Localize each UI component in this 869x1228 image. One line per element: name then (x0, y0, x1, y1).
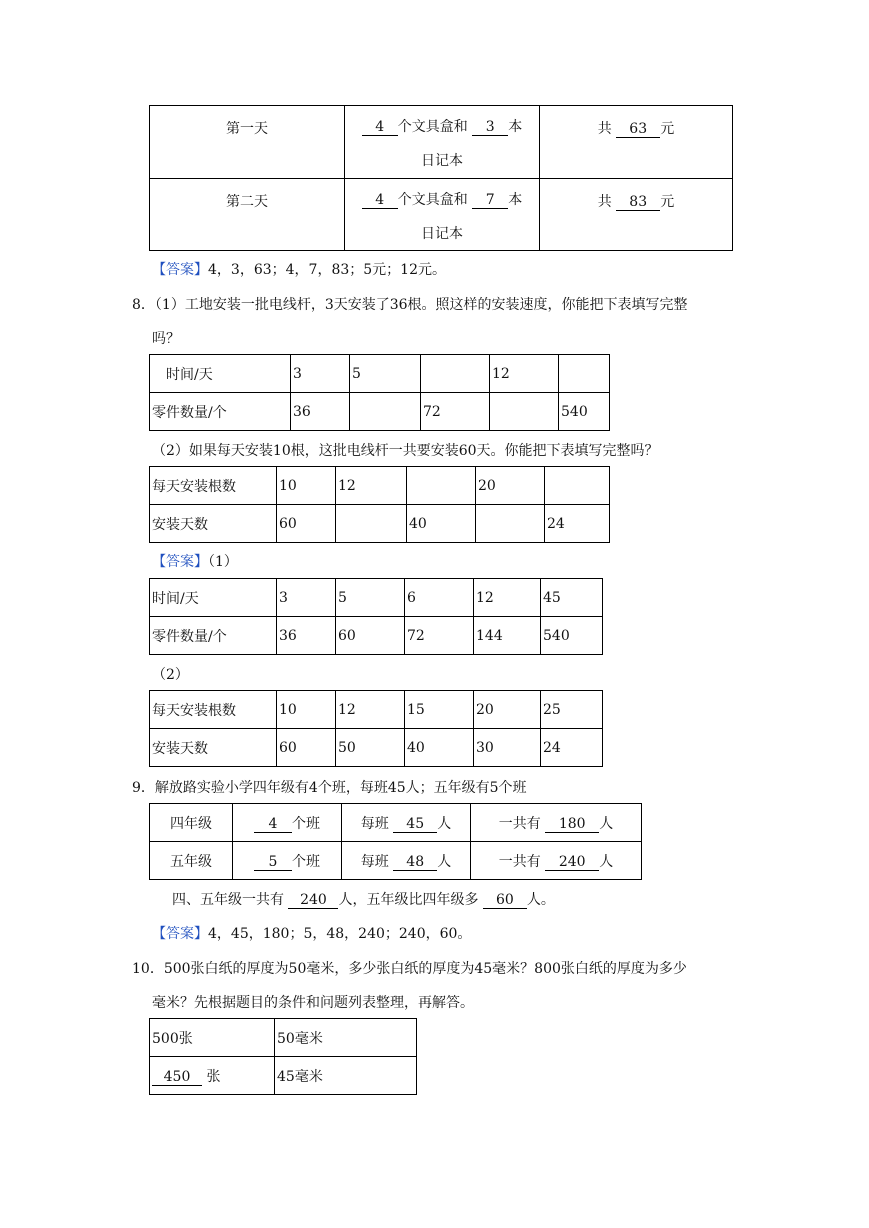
q8-answer-table2 (149, 690, 603, 767)
q9-total-pre: 一共有 (498, 853, 541, 870)
q8-at2-cell: 20 (474, 691, 541, 729)
q7-items-cell (345, 179, 540, 251)
q8-answer-p2: （2） (152, 667, 189, 683)
q9-class-unit: 个班 (292, 853, 320, 870)
q7-total-pre: 共 (597, 121, 612, 137)
q7-day-label: 第一天 (226, 121, 268, 137)
q8-at2-cell: 40 (405, 729, 474, 767)
q10-table (149, 1018, 417, 1095)
q7-day-label: 第二天 (226, 194, 268, 210)
q8-at1-cell: 12 (474, 579, 541, 617)
q9-sum-pre: 四、五年级一共有 (172, 892, 284, 908)
q8-t1-header: 零件数量/个 (150, 393, 291, 431)
q8-answer-p1: （1） (208, 554, 238, 570)
q8-t2-cell: 60 (277, 505, 336, 543)
q10-sheets-unit: 张 (206, 1068, 221, 1085)
q9-per-cell (342, 804, 471, 842)
q9-total-blank: 180 (545, 816, 599, 833)
q8-at1-cell: 5 (336, 579, 405, 617)
q8-t1-cell (559, 355, 610, 393)
q9-per-cell (342, 842, 471, 880)
q9-total-cell (471, 804, 642, 842)
q7-day-cell (150, 106, 345, 179)
q9-per-unit: 人 (437, 815, 452, 832)
q8-at2-cell: 60 (277, 729, 336, 767)
q8-t1-cell: 72 (421, 393, 490, 431)
q9-total-pre: 一共有 (498, 815, 541, 832)
q9-total-unit: 人 (599, 853, 614, 870)
answer-tag: 【答案】 (152, 926, 208, 942)
q9-per-pre: 每班 (360, 853, 389, 870)
q7-total-unit: 元 (660, 121, 675, 137)
q7-items-cell (345, 106, 540, 179)
q9-total-unit: 人 (599, 815, 614, 832)
q9-answer (152, 923, 471, 943)
q8-t1-cell (490, 393, 559, 431)
q8-t2-header: 安装天数 (150, 505, 277, 543)
q10-question-line1: 10．500张白纸的厚度为50毫米，多少张白纸的厚度为45毫米？800张白纸的厚度为多少 (132, 961, 687, 977)
q8-at2-cell: 10 (277, 691, 336, 729)
q8-answer (152, 551, 238, 571)
q8-at2-cell: 24 (541, 729, 603, 767)
q9-per-blank: 48 (393, 854, 437, 871)
q9-per-unit: 人 (437, 853, 452, 870)
q9-total-cell (471, 842, 642, 880)
q8-t1-cell (350, 393, 421, 431)
q9-total-blank: 240 (545, 854, 599, 871)
q9-classes-blank: 5 (254, 854, 292, 871)
q8-at2-cell: 25 (541, 691, 603, 729)
q9-table (149, 803, 642, 880)
q8-t2-cell (336, 505, 407, 543)
q7-unit-b: 日记本 (421, 153, 463, 169)
q8-question-line1: 8．（1）工地安装一批电线杆，3天安装了36根。照这样的安装速度，你能把下表填写完整 (132, 297, 688, 313)
q8-t1-cell: 36 (291, 393, 350, 431)
q8-at1-cell: 36 (277, 617, 336, 655)
q8-t1-header: 时间/天 (150, 355, 291, 393)
q9-grade-label: 五年级 (150, 842, 233, 880)
q8-at1-cell: 60 (336, 617, 405, 655)
q9-per-blank: 45 (393, 816, 437, 833)
q8-at1-cell: 144 (474, 617, 541, 655)
q9-classes-cell (233, 804, 342, 842)
q7-total-unit: 元 (660, 194, 675, 210)
q7-total-cell (540, 179, 733, 251)
q7-answer-text: 4，3，63；4，7，83；5元；12元。 (208, 262, 446, 278)
q7-books-blank: 7 (472, 192, 508, 209)
q7-total-blank: 63 (616, 121, 660, 138)
q7-day-cell (150, 179, 345, 251)
q8-t2-cell: 12 (336, 467, 407, 505)
q8-at1-cell: 45 (541, 579, 603, 617)
q9-sum-end: 人。 (526, 892, 555, 908)
q8-at2-cell: 30 (474, 729, 541, 767)
q8-at1-cell: 3 (277, 579, 336, 617)
q7-mid-text: 个文具盒和 (397, 119, 468, 135)
q9-answer-text: 4，45，180；5，48，240；240，60。 (208, 926, 472, 942)
q10-sheets-cell (150, 1057, 275, 1095)
q8-at1-header: 零件数量/个 (150, 617, 277, 655)
q8-at2-cell: 15 (405, 691, 474, 729)
q8-t2-cell: 20 (476, 467, 545, 505)
q8-t2-header: 每天安装根数 (150, 467, 277, 505)
q9-diff-blank: 60 (483, 892, 527, 909)
q8-at2-cell: 50 (336, 729, 405, 767)
q8-at1-cell: 72 (405, 617, 474, 655)
q8-at1-cell: 540 (541, 617, 603, 655)
q9-classes-blank: 4 (254, 816, 292, 833)
q10-sheets-blank: 450 (152, 1069, 202, 1086)
q10-question-line2: 毫米？先根据题目的条件和问题列表整理，再解答。 (152, 995, 474, 1011)
q7-boxes-blank: 4 (362, 119, 398, 136)
answer-tag: 【答案】 (152, 554, 208, 570)
q10-thickness-cell: 50毫米 (275, 1019, 417, 1057)
q8-t1-cell: 5 (350, 355, 421, 393)
q8-table1 (149, 354, 610, 431)
q7-mid-text: 个文具盒和 (397, 192, 468, 208)
q9-sum-blank: 240 (288, 892, 338, 909)
q7-total-pre: 共 (597, 194, 612, 210)
q7-unit-a: 本 (508, 119, 523, 135)
q8-t2-cell (476, 505, 545, 543)
q9-class-unit: 个班 (292, 815, 320, 832)
q8-part2-text: （2）如果每天安装10根，这批电线杆一共要安装60天。你能把下表填写完整吗？ (152, 443, 659, 459)
q8-t1-cell (421, 355, 490, 393)
q9-classes-cell (233, 842, 342, 880)
q7-total-blank: 83 (616, 194, 660, 211)
q7-unit-a: 本 (508, 192, 523, 208)
q7-unit-b: 日记本 (421, 226, 463, 242)
q8-question-line2: 吗？ (152, 331, 180, 347)
q9-sum-line (172, 889, 555, 909)
q8-t2-cell: 10 (277, 467, 336, 505)
q7-books-blank: 3 (472, 119, 508, 136)
q9-per-pre: 每班 (360, 815, 389, 832)
q7-table (149, 105, 733, 251)
q10-sheets-cell: 500张 (150, 1019, 275, 1057)
q8-at2-header: 每天安装根数 (150, 691, 277, 729)
q8-at1-header: 时间/天 (150, 579, 277, 617)
q10-thickness-cell: 45毫米 (275, 1057, 417, 1095)
q9-grade-label: 四年级 (150, 804, 233, 842)
q7-total-cell (540, 106, 733, 179)
q9-sum-mid: 人，五年级比四年级多 (338, 892, 479, 908)
q8-answer-table1 (149, 578, 603, 655)
q8-table2 (149, 466, 610, 543)
q8-at2-cell: 12 (336, 691, 405, 729)
q8-at2-header: 安装天数 (150, 729, 277, 767)
q8-t2-cell (545, 467, 610, 505)
q9-question-line1: 9．解放路实验小学四年级有4个班，每班45人；五年级有5个班 (132, 780, 527, 796)
q8-t2-cell: 24 (545, 505, 610, 543)
q8-t1-cell: 12 (490, 355, 559, 393)
answer-tag: 【答案】 (152, 262, 208, 278)
q7-answer (152, 259, 446, 279)
q8-at1-cell: 6 (405, 579, 474, 617)
q8-t2-cell (407, 467, 476, 505)
q8-t1-cell: 3 (291, 355, 350, 393)
q8-t1-cell: 540 (559, 393, 610, 431)
q7-boxes-blank: 4 (362, 192, 398, 209)
q8-t2-cell: 40 (407, 505, 476, 543)
